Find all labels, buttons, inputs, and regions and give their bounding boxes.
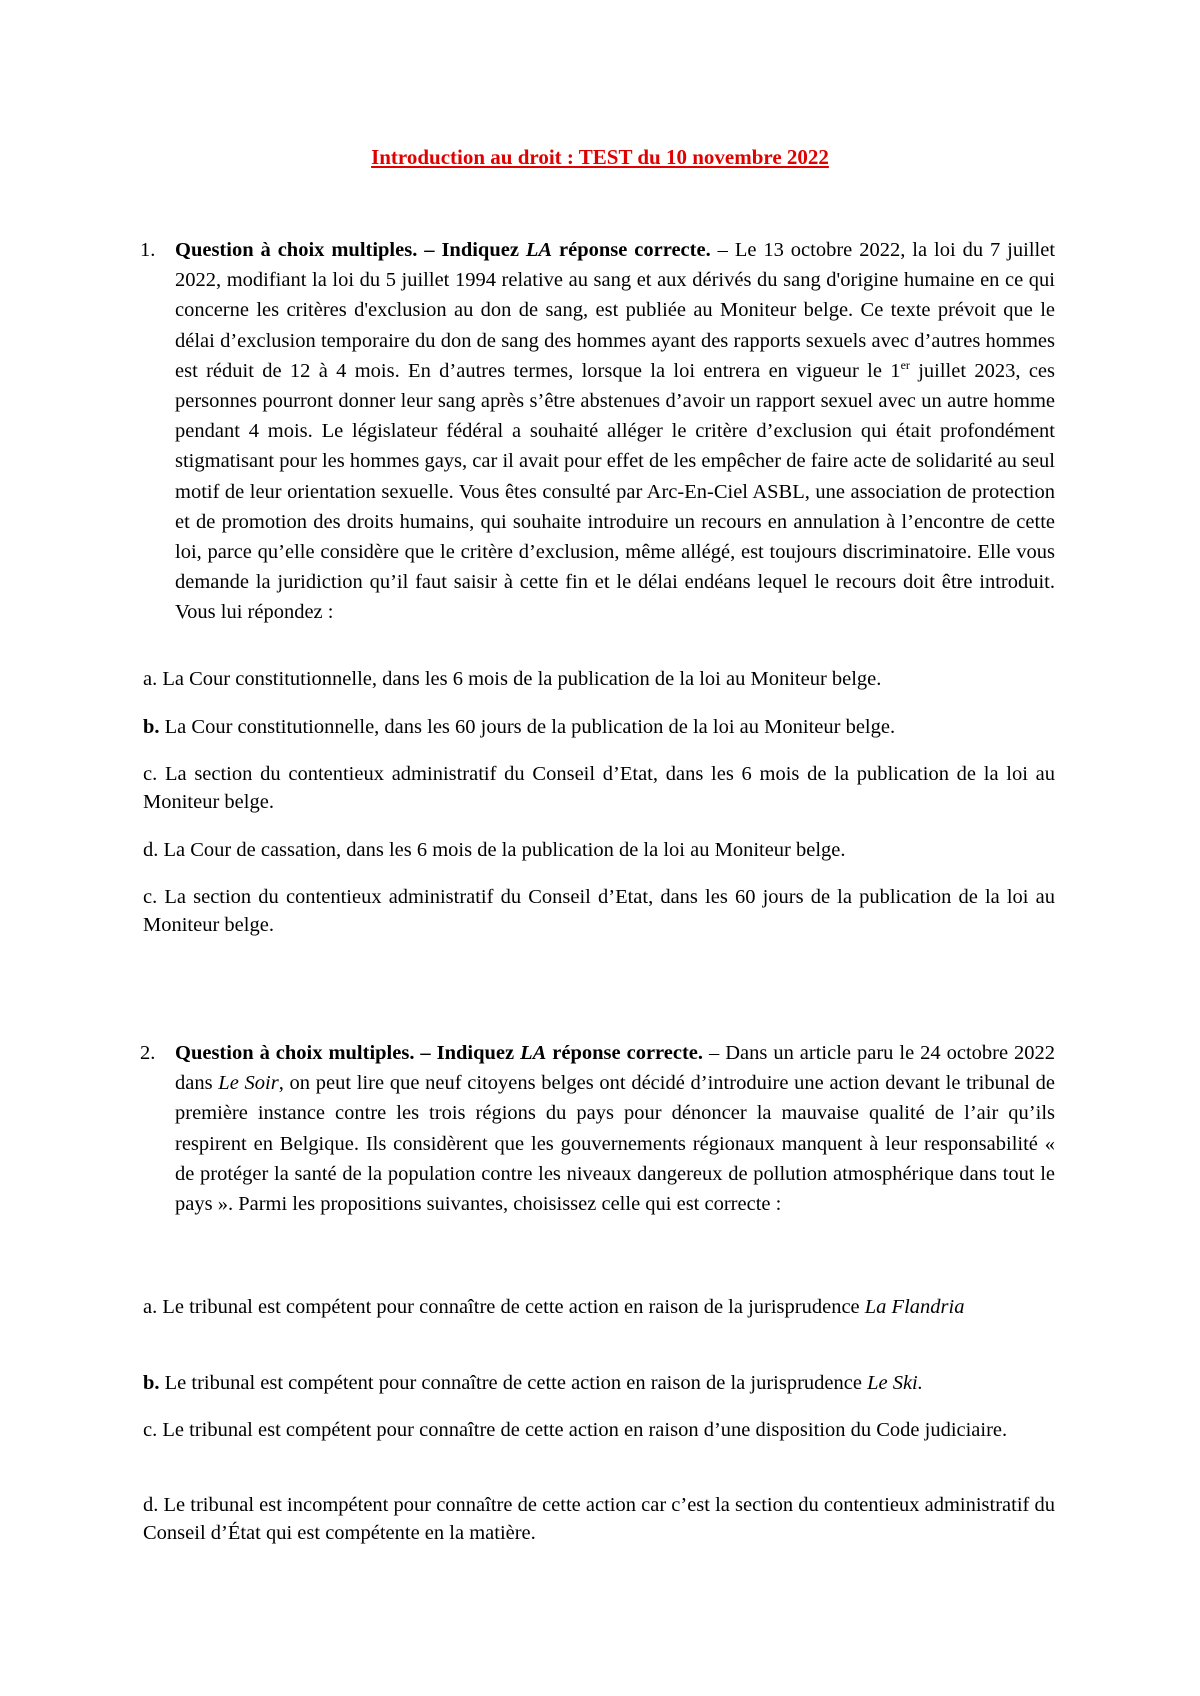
answer-letter: c. [143, 1419, 158, 1441]
answer-text: Le tribunal est incompétent pour connaître de cette action car c’est la section du contentieux administratif du Conseil d’État qui est compétente en la matière. [143, 1494, 1055, 1544]
question-label: Question à choix multiples. – Indiquez [175, 1042, 515, 1064]
question-text-cont: , on peut lire que neuf citoyens belges ont décidé d’introduire une action devant le tribunal de première instance contre les trois régions du pays pour dénoncer la mauvaise qualité de l’air qu’ils respirent en Belgique. Ils considèrent que les gouvernements régionaux manquent à leur responsabilité « de protéger la santé de la population contre les niveaux dangereux de pollution atmosphérique dans tout le pays ». Parmi les propositions suivantes, choisissez celle qui est correcte : [175, 1072, 1055, 1216]
answer-letter: b. [143, 1372, 160, 1394]
answer-2b [143, 1369, 1055, 1397]
answer-text: La section du contentieux administratif du Conseil d’Etat, dans les 6 mois de la publication de la loi au Moniteur belge. [143, 763, 1055, 813]
page-title: Introduction au droit : TEST du 10 novembre 2022 [371, 145, 829, 169]
superscript: er [900, 357, 910, 372]
answer-text: La Cour constitutionnelle, dans les 60 jours de la publication de la loi au Moniteur belge. [159, 716, 896, 738]
question-label-end: réponse correcte. [552, 1042, 704, 1064]
answer-2d [143, 1491, 1055, 1547]
question-text: – Dans un article paru le 24 octobre 2022 dans [175, 1042, 1056, 1095]
answer-text: Le tribunal est compétent pour connaître de cette action en raison de la jurisprudence [157, 1296, 865, 1318]
question-label-end: réponse correcte. [559, 239, 711, 261]
question-text-cont: juillet 2023, ces personnes pourront donner leur sang après s’être abstenues d’avoir un rapport sexuel avec un autre homme pendant 4 mois. Le législateur fédéral a souhaité alléger le critère d’exclusion qui était profondément stigmatisant pour les hommes gays, car il avait pour effet de les empêcher de faire acte de solidarité au seul motif de leur orientation sexuelle. Vous êtes consulté par Arc-En-Ciel ASBL, une association de protection et de promotion des droits humains, qui souhaite introduire un recours en annulation à l’encontre de cette loi, parce qu’elle considère que le critère d’exclusion, même allégé, est toujours discriminatoire. Elle vous demande la juridiction qu’il faut saisir à cette fin et le délai endéans lequel le recours doit être introduit. Vous lui répondez : [175, 359, 1055, 624]
answer-2c [143, 1416, 1055, 1444]
question-1 [140, 235, 1056, 628]
question-text: – Le 13 octobre 2022, la loi du 7 juillet 2022, modifiant la loi du 5 juillet 1994 relative au sang et aux dérivés du sang d'origine humaine en ce qui concerne les critères d'exclusion au don de sang, est publiée au Moniteur belge. Ce texte prévoit que le délai d’exclusion temporaire du don de sang des hommes ayant des rapports sexuels avec d’autres hommes est réduit de 12 à 4 mois. En d’autres termes, lorsque la loi entrera en vigueur le 1 [175, 239, 1056, 382]
answer-1e [143, 883, 1055, 939]
question-2 [140, 1038, 1056, 1219]
question-label-emphasis: LA [525, 239, 553, 261]
answer-letter: a. [143, 668, 158, 690]
answer-letter: d. [143, 1494, 159, 1516]
case-name: La Flandria [864, 1296, 965, 1318]
answer-text: La Cour constitutionnelle, dans les 6 mois de la publication de la loi au Moniteur belge. [157, 668, 882, 690]
answer-text: La Cour de cassation, dans les 6 mois de la publication de la loi au Moniteur belge. [158, 839, 846, 861]
answer-letter: c. [143, 763, 158, 785]
question-number: 1. [140, 239, 156, 261]
answer-1c [143, 760, 1055, 816]
newspaper-name: Le Soir [218, 1072, 279, 1095]
answer-2a [143, 1293, 1055, 1321]
answer-text: Le tribunal est compétent pour connaître de cette action en raison d’une disposition du Code judiciaire. [157, 1419, 1008, 1441]
question-number: 2. [140, 1042, 156, 1064]
question-label: Question à choix multiples. – Indiquez [175, 239, 519, 261]
answer-letter: d. [143, 839, 159, 861]
answer-text: La section du contentieux administratif du Conseil d’Etat, dans les 60 jours de la publication de la loi au Moniteur belge. [143, 886, 1055, 936]
answer-1a [143, 665, 1055, 693]
case-name: Le Ski. [867, 1372, 923, 1394]
answer-letter: c. [143, 886, 158, 908]
answer-1d [143, 836, 1055, 864]
question-label-emphasis: LA [520, 1042, 547, 1064]
answer-letter: a. [143, 1296, 158, 1318]
answer-1b [143, 713, 1055, 741]
answer-letter: b. [143, 716, 160, 738]
answer-text: Le tribunal est compétent pour connaître de cette action en raison de la jurisprudence [159, 1372, 868, 1394]
